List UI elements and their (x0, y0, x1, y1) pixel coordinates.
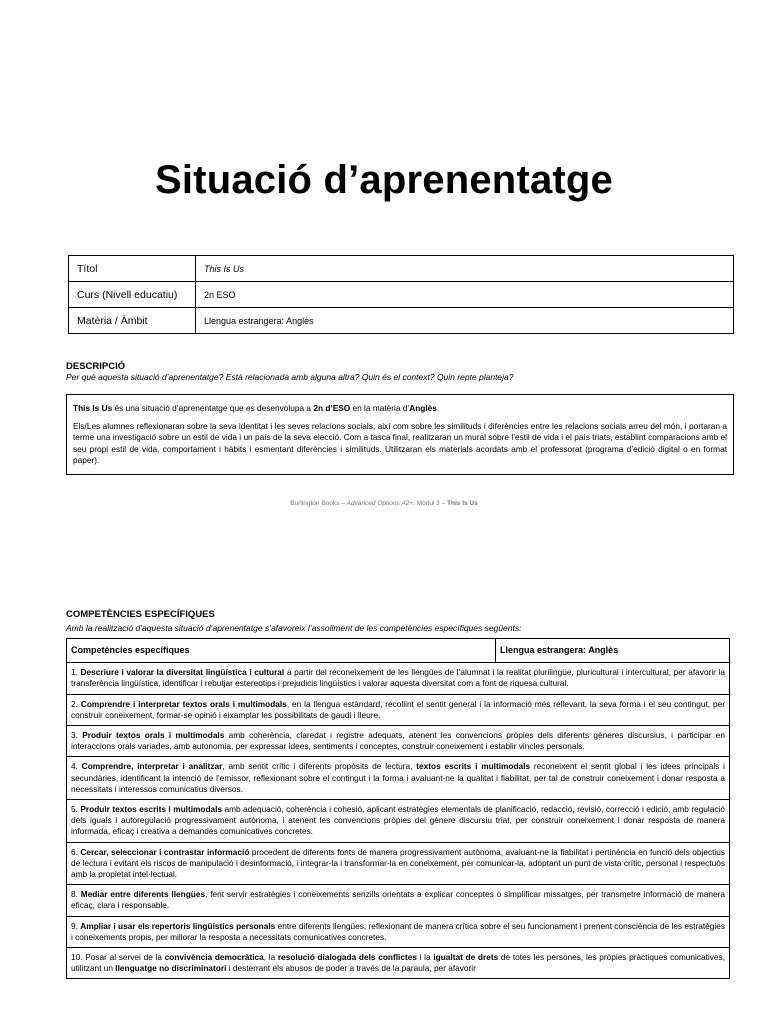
description-question: Per què aquesta situació d’aprenentatge? Està relacionada amb alguna altra? Quin és el context? Quin repte planteja? (66, 372, 514, 382)
competency-row (67, 800, 730, 843)
info-row (69, 308, 734, 334)
competencies-col2-header: Llengua estrangera: Anglès (496, 639, 730, 663)
competency-text: 4. Comprendre, interpretar i analitzar, amb sentit crític i diferents propòsits de lectura, textos escrits i multimodals reconeixent el sentit global i les idees principals i secundàries, identificant la intenció de l’emissor, reflexionant sobre el contingut i la forma i avaluant-ne la qualitat i fiabilitat, per tal de construir coneixement i donar resposta a necessitats i interessos comunicatius diversos. (67, 757, 730, 800)
info-label: Matèria / Àmbit (69, 308, 196, 334)
competency-row (67, 842, 730, 885)
competencies-heading: COMPETÈNCIES ESPECÍFIQUES (66, 609, 215, 620)
info-value: This Is Us (196, 256, 734, 282)
competency-row (67, 885, 730, 916)
page-title: Situació d’aprenentatge (154, 158, 614, 202)
info-row (69, 256, 734, 282)
info-table (68, 255, 734, 334)
competency-text: 3. Produir textos orals i multimodals amb coherència, claredat i registre adequats, atenent les convencions pròpies dels diferents gèneres discursius, i participar en interaccions orals variades, amb autonomia, per expressar idees, sentiments i conceptes, construir coneixement i establir vincles personals. (67, 726, 730, 757)
competency-row (67, 757, 730, 800)
competencies-header-row (67, 639, 730, 663)
competency-text: 9. Ampliar i usar els repertoris lingüístics personals entre diferents llengües, reflexionant de manera crítica sobre el seu funcionament i prenent consciència de les estratègies i coneixements propis, per millorar la resposta a necessitats comunicatives concretes. (67, 916, 730, 947)
competency-row (67, 663, 730, 694)
competency-row (67, 916, 730, 947)
competency-text: 6. Cercar, seleccionar i contrastar informació procedent de diferents fonts de manera progressivament autònoma, avaluant-ne la fiabilitat i pertinència en funció dels objectius de lectura i evitant els riscos de manipulació i desinformació, i integrar-la i transformar-la en coneixement, per comunicar-la, adoptant un punt de vista crític, personal i respectuós amb la propietat intel·lectual. (67, 842, 730, 885)
competency-text: 10. Posar al servei de la convivència democràtica, la resolució dialogada dels conflictes i la igualtat de drets de totes les persones, les pròpies pràctiques comunicatives, utilitzant un llenguatge no discriminatori i desterrant els abusos de poder a través de la paraula, per afavorir (67, 948, 730, 979)
competency-row (67, 694, 730, 725)
competencies-table (66, 638, 730, 979)
info-label: Curs (Nivell educatiu) (69, 282, 196, 308)
info-row (69, 282, 734, 308)
info-value: Llengua estrangera: Anglès (196, 308, 734, 334)
competency-text: 8. Mediar entre diferents llengües, fent servir estratègies i coneixements senzills orientats a explicar conceptes o simplificar missatges, per transmetre informació de manera eficaç, clara i responsable. (67, 885, 730, 916)
competency-text: 2. Comprendre i interpretar textos orals i multimodals, en la llengua estàndard, recollint el sentit general i la informació més rellevant, la seva forma i el seu contingut, per construir coneixement, formar-se opinió i eixamplar les possibilitats de gaudi i lleure. (67, 694, 730, 725)
competencies-col1-header: Competències específiques (67, 639, 496, 663)
info-label: Títol (69, 256, 196, 282)
page-footer: Burlington Books – Advanced Options A2+: Mòdul 3 – This Is Us (290, 500, 478, 507)
competency-row (67, 948, 730, 979)
description-heading: DESCRIPCIÓ (66, 361, 126, 372)
competencies-subtitle: Amb la realització d’aquesta situació d’aprenentatge s’afavoreix l’assoliment de les competències específiques següents: (66, 623, 522, 633)
description-box (66, 394, 734, 475)
info-value: 2n ESO (196, 282, 734, 308)
competency-text: 5. Produir textos escrits i multimodals amb adequació, coherència i cohesió, aplicant estratègies elementals de planificació, redacció, revisió, correcció i edició, amb regulació dels iguals i autoregulació progressivament autònoma, i atenent les convencions pròpies del gènere discursiu triat, per construir coneixement i donar resposta de manera informada, eficaç i creativa a demandes comunicatives concretes. (67, 800, 730, 843)
description-intro: This Is Us és una situació d’aprenentatge que es desenvolupa a 2n d’ESO en la matèria d’Anglès. (73, 403, 440, 413)
competency-row (67, 726, 730, 757)
competency-text: 1. Descriure i valorar la diversitat lingüística i cultural a partir del reconeixement de les llengües de l’alumnat i la realitat plurilingüe, pluricultural i intercultural, per afavorir la transferència lingüística, identificar i rebutjar estereotips i prejudicis lingüístics i valorar aquesta diversitat com a font de riquesa cultural. (67, 663, 730, 694)
description-body: Els/Les alumnes reflexionaran sobre la seva identitat i les seves relacions socials, així com sobre les similituds i diferències entre les relacions socials arreu del món, i portaran a terme una investigació sobre un estil de vida i un país de la seva elecció. Com a tasca final, realitzaran un mural sobre l’estil de vida i el país triats, establint comparacions amb el seu propi estil de vida, comportament i hàbits i esmentant diferències i similituds. Utilitzaran els materials acordats amb el professorat (programa d’edició digital o en format paper). (73, 420, 727, 466)
